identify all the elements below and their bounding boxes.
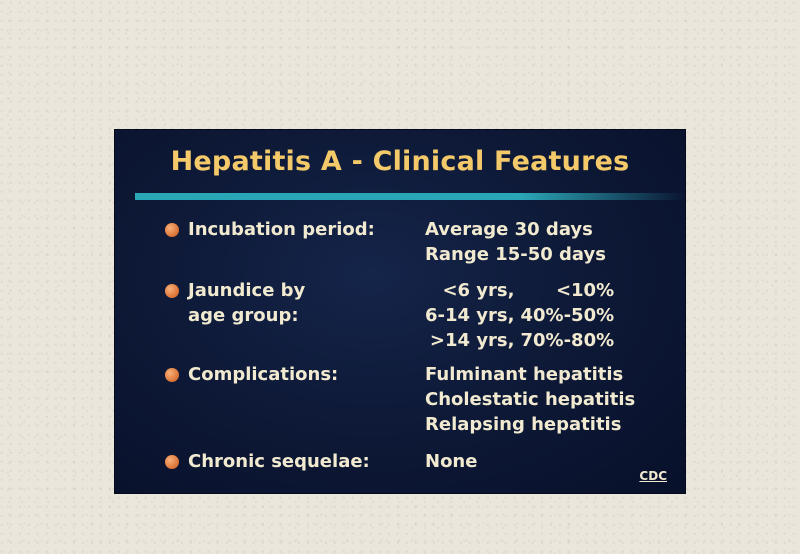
item-label-jaundice-line1: Jaundice by	[188, 280, 306, 301]
item-label-chronic-sequelae: Chronic sequelae:	[188, 451, 370, 472]
jaundice-percent: 40%-50%	[520, 305, 615, 326]
item-value-complication-relapsing: Relapsing hepatitis	[425, 414, 622, 435]
slide-title: Hepatitis A - Clinical Features	[170, 146, 630, 177]
item-value-incubation-range: Range 15-50 days	[425, 244, 606, 265]
jaundice-age: >14 yrs,	[429, 330, 515, 351]
item-label-incubation: Incubation period:	[188, 219, 375, 240]
item-label-complications: Complications:	[188, 364, 339, 385]
jaundice-row	[425, 278, 614, 303]
slide	[115, 130, 685, 493]
item-value-complication-fulminant: Fulminant hepatitis	[425, 364, 624, 385]
bullet-icon	[165, 455, 179, 469]
bullet-icon	[165, 368, 179, 382]
jaundice-percent: <10%	[555, 280, 615, 301]
jaundice-age: 6-14 yrs,	[425, 305, 515, 326]
item-label-jaundice-line2: age group:	[188, 305, 299, 326]
jaundice-row	[425, 328, 614, 353]
jaundice-row	[425, 303, 614, 328]
jaundice-age: <6 yrs,	[442, 280, 515, 301]
cdc-logo: CDC	[639, 469, 667, 483]
item-value-chronic-sequelae: None	[425, 451, 478, 472]
bullet-icon	[165, 284, 179, 298]
jaundice-percent: 70%-80%	[520, 330, 615, 351]
title-divider	[135, 193, 685, 200]
item-value-incubation-average: Average 30 days	[425, 219, 593, 240]
item-value-complication-cholestatic: Cholestatic hepatitis	[425, 389, 636, 410]
jaundice-table	[425, 278, 614, 353]
bullet-icon	[165, 223, 179, 237]
